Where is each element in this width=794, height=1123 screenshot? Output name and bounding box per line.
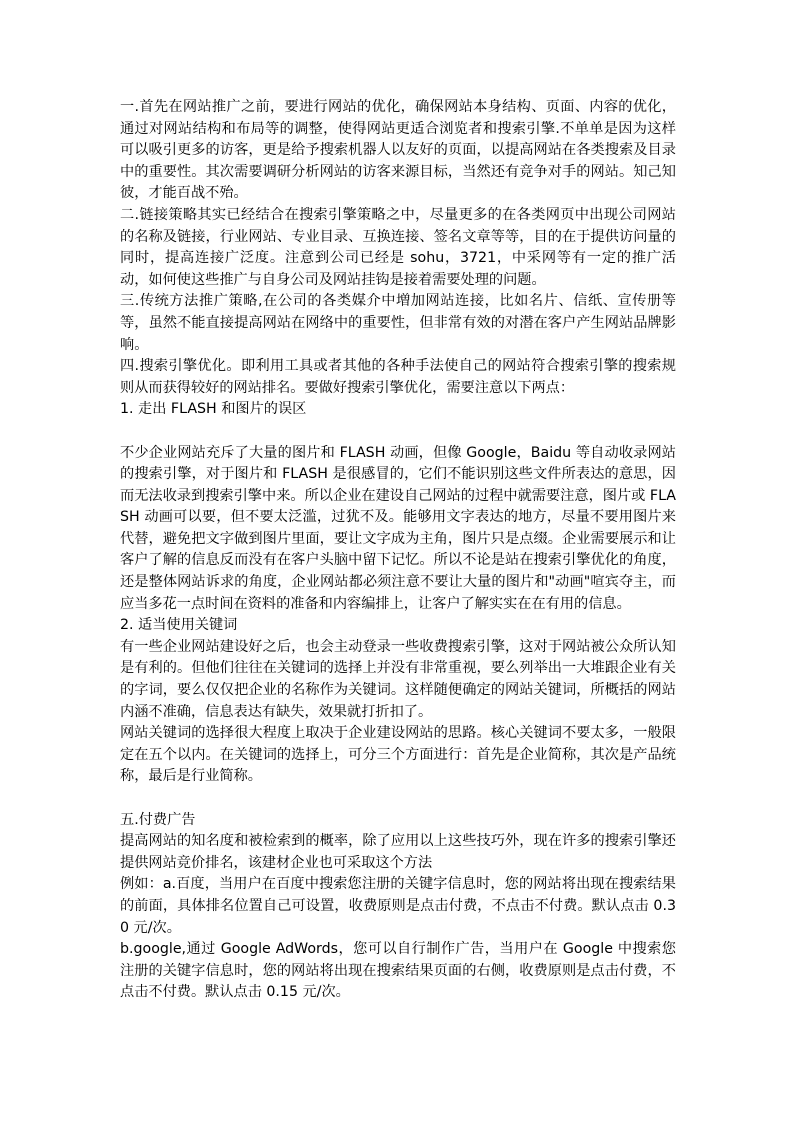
paragraph-seo-intro: 一.首先在网站推广之前，要进行网站的优化，确保网站本身结构、页面、内容的优化，通过对网站结构和布局等的调整，使得网站更适合浏览者和搜索引擎.不单单是因为这样可以吸引更多的访客，更是给予搜索机器人以友好的页面，以提高网站在各类搜索及目录中的重要性。其次需要调研分析网站的访客来源目标，当然还有竞争对手的网站。知己知彼，才能百战不殆。 — [120, 99, 676, 202]
paragraph-flash-images: 不少企业网站充斥了大量的图片和 FLASH 动画，但像 Google，Baidu 等自动收录网站的搜索引擎，对于图片和 FLASH 是很感冒的，它们不能识别这些文件所表达的意思，因而无法收录到搜索引擎中来。所以企业在建设自己网站的过程中就需要注意，图片或 FLASH 动画可以要，但不要太泛滥，过犹不及。能够用文字表达的地方，尽量不要用图片来代替，避免把文字做到图片里面，要让文字成为主角，图片只是点缀。企业需要展示和让客户了解的信息反而没有在客户头脑中留下记忆。所以不论是站在搜索引擎优化的角度，还是整体网站诉求的角度，企业网站都必须注意不要让大量的图片和"动画"喧宾夺主，而应当多花一点时间在资料的准备和内容编排上，让客户了解实实在在有用的信息。 — [120, 444, 676, 612]
blank-line — [120, 788, 676, 810]
subheading-flash-images: 1. 走出 FLASH 和图片的误区 — [120, 401, 307, 418]
paragraph-link-strategy: 二.链接策略其实已经结合在搜索引擎策略之中，尽量更多的在各类网页中出现公司网站的名称及链接，行业网站、专业目录、互换连接、签名文章等等，目的在于提供访问量的同时，提高连接广泛度。注意到公司已经是 sohu，3721，中采网等有一定的推广活动，如何使这些推广与自身公司及网站挂钩是接着需要处理的问题。 — [120, 206, 676, 288]
document-page — [120, 97, 676, 1004]
paragraph-traditional-strategy: 三.传统方法推广策略,在公司的各类媒介中増加网站连接，比如名片、信纸、宣传册等等，虽然不能直接提高网站在网络中的重要性，但非常有效的对潜在客户产生网站品牌影响。 — [120, 293, 676, 353]
paragraph-search-engine-optimization: 四.搜索引擎优化。即利用工具或者其他的各种手法使自己的网站符合搜索引擎的搜索规则从而获得较好的网站排名。要做好搜索引擎优化，需要注意以下两点： — [120, 358, 676, 396]
paragraph-paid-ads: 提高网站的知名度和被检索到的概率，除了应用以上这些技巧外，现在许多的搜索引擎还提供网站竞价排名，该建材企业也可采取这个方法 — [120, 833, 676, 871]
subheading-keywords: 2. 适当使用关键词 — [120, 617, 238, 634]
blank-line — [120, 421, 676, 443]
paragraph-baidu-example: 例如：a.百度，当用户在百度中搜索您注册的关键字信息时，您的网站将出现在搜索结果的前面，具体排名位置自己可设置，收费原则是点击付费，不点击不付费。默认点击 0.30 元/次。 — [120, 876, 676, 936]
paragraph-keywords-2: 网站关键词的选择很大程度上取决于企业建设网站的思路。核心关键词不要太多，一般限定在五个以内。在关键词的选择上，可分三个方面进行：首先是企业简称，其次是产品统称，最后是行业简称。 — [120, 725, 676, 785]
heading-paid-ads: 五.付费广告 — [120, 811, 196, 828]
paragraph-keywords-1: 有一些企业网站建设好之后，也会主动登录一些收费搜索引擎，这对于网站被公众所认知是有利的。但他们往往在关键词的选择上并没有非常重视，要么列举出一大堆跟企业有关的字词，要么仅仅把企业的名称作为关键词。这样随便确定的网站关键词，所概括的网站内涵不准确，信息表达有缺失，效果就打折扣了。 — [120, 638, 676, 720]
paragraph-google-example: b.google,通过 Google AdWords，您可以自行制作广告，当用户在 Google 中搜索您注册的关键字信息时，您的网站将出现在搜索结果页面的右侧，收费原则是点击付费，不点击不付费。默认点击 0.15 元/次。 — [120, 941, 676, 1001]
